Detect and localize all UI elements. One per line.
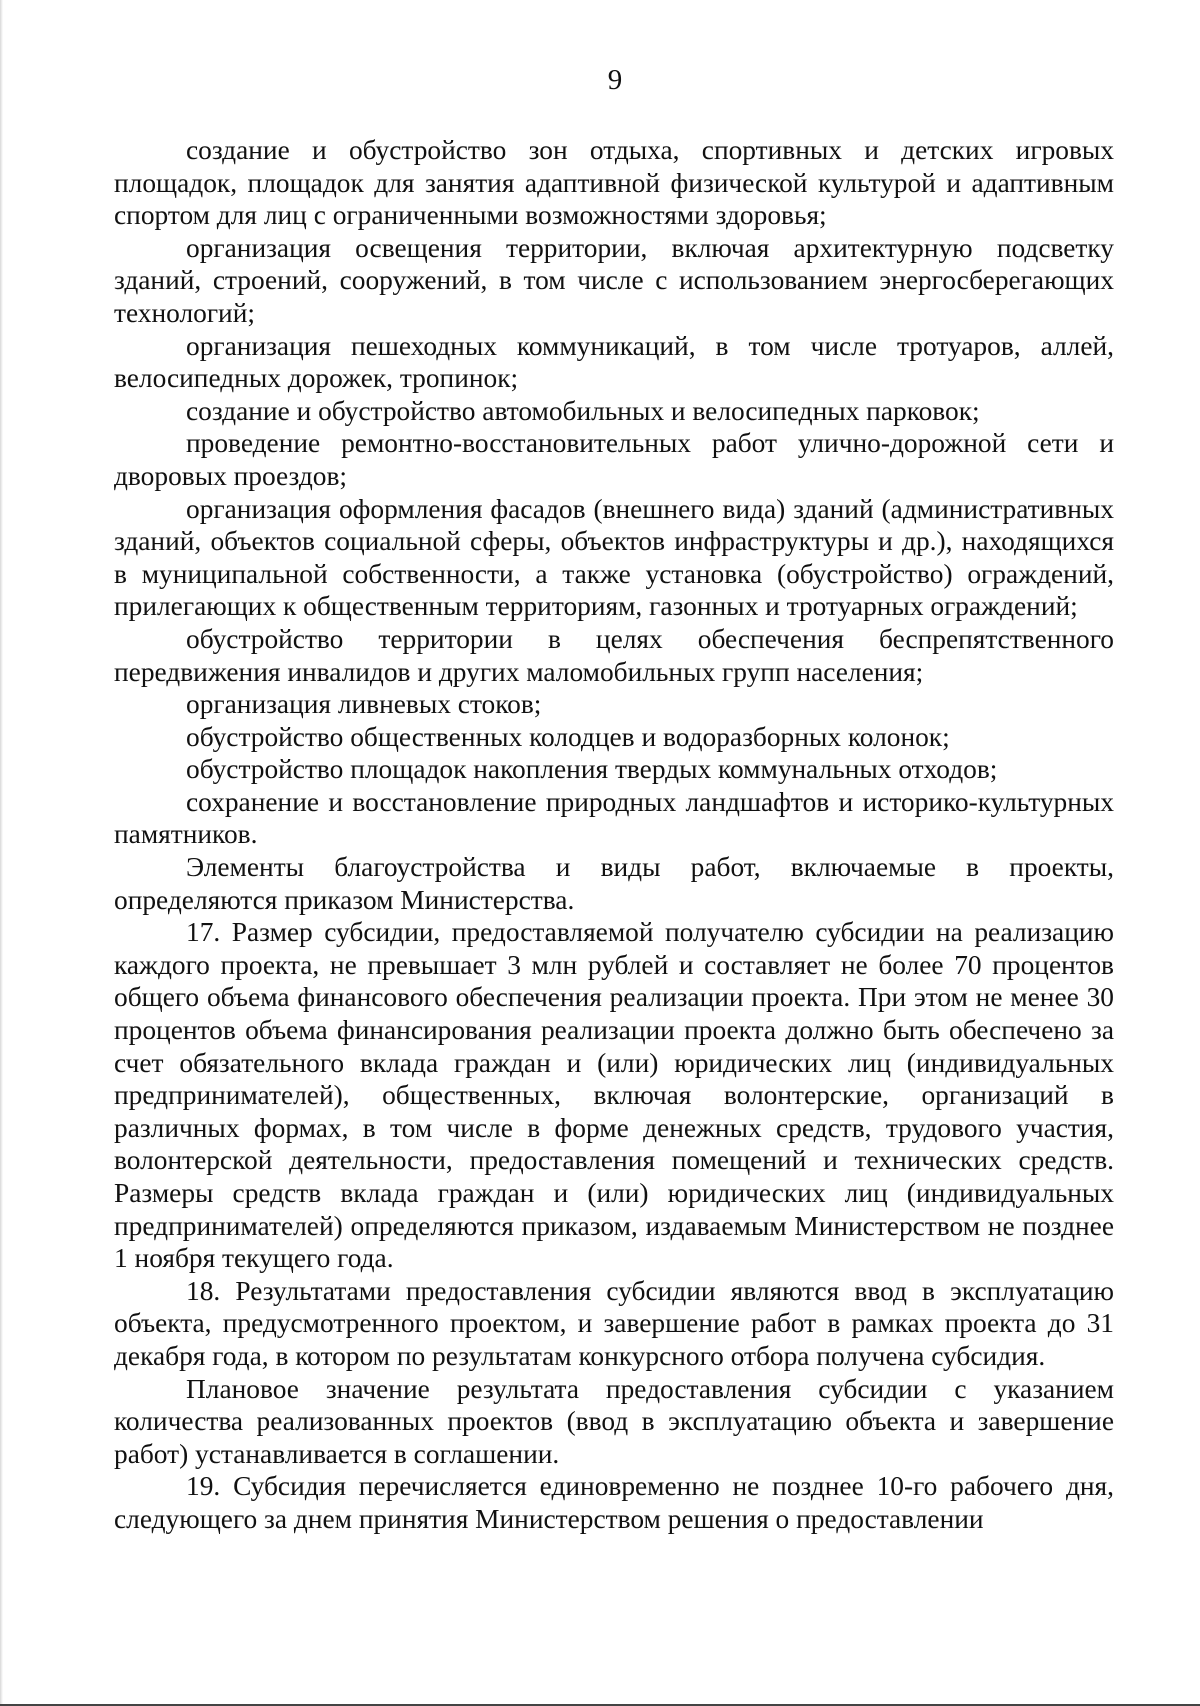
scan-edge-shadow <box>0 0 3 1706</box>
paragraph: проведение ремонтно-восстановительных работ улично-дорожной сети и дворовых проездов; <box>114 428 1114 491</box>
paragraph: организация освещения территории, включая архитектурную подсветку зданий, строений, сооружений, в том числе с использованием энергосберегающих технологий; <box>114 232 1114 328</box>
paragraph: сохранение и восстановление природных ландшафтов и историко-культурных памятников. <box>114 786 1114 850</box>
paragraph: 19. Субсидия перечисляется единовременно не позднее 10-го рабочего дня, следующего за днем принятия Министерством решения о предоставлении <box>114 1471 1114 1534</box>
page-number: 9 <box>607 64 623 96</box>
paragraph: организация оформления фасадов (внешнего вида) зданий (административных зданий, объектов социальной сферы, объектов инфраструктуры и др.), находящихся в муниципальной собственности, а также установка (обустройство) ограждений, прилегающих к общественным территориям, газонных и тротуарных ограждений; <box>114 493 1114 622</box>
paragraph: 18. Результатами предоставления субсидии являются ввод в эксплуатацию объекта, предусмотренного проектом, и завершение работ в рамках проекта до 31 декабря года, в котором по результатам конкурсного отбора получена субсидия. <box>114 1275 1114 1371</box>
paragraph: создание и обустройство автомобильных и велосипедных парковок; <box>186 395 980 426</box>
paragraph: обустройство территории в целях обеспечения беспрепятственного передвижения инвалидов и других маломобильных групп населения; <box>114 623 1114 687</box>
paragraph: создание и обустройство зон отдыха, спортивных и детских игровых площадок, площадок для занятия адаптивной физической культурой и адаптивным спортом для лиц с ограниченными возможностями здоровья; <box>114 135 1114 231</box>
paragraph: организация пешеходных коммуникаций, в том числе тротуаров, аллей, велосипедных дорожек, тропинок; <box>114 330 1114 394</box>
paragraph: организация ливневых стоков; <box>186 689 542 720</box>
paragraph: обустройство общественных колодцев и водоразборных колонок; <box>186 721 950 752</box>
document-body <box>114 134 1114 1536</box>
paragraph: обустройство площадок накопления твердых коммунальных отходов; <box>186 754 998 785</box>
paragraph: 17. Размер субсидии, предоставляемой получателю субсидии на реализацию каждого проекта, не превышает 3 млн рублей и составляет не более 70 процентов общего объема финансового обеспечения реализации проекта. При этом не менее 30 процентов объема финансирования реализации проекта должно быть обеспечено за счет обязательного вклада граждан и (или) юридических лиц (индивидуальных предпринимателей), общественных, включая волонтерские, организаций в различных формах, в том числе в форме денежных средств, трудового участия, волонтерской деятельности, предоставления помещений и технических средств. Размеры средств вклада граждан и (или) юридических лиц (индивидуальных предпринимателей) определяются приказом, издаваемым Министерством не позднее 1 ноября текущего года. <box>114 917 1114 1274</box>
paragraph: Элементы благоустройства и виды работ, включаемые в проекты, определяются приказом Министерства. <box>114 852 1114 915</box>
paragraph: Плановое значение результата предоставления субсидии с указанием количества реализованных проектов (ввод в эксплуатацию объекта и завершение работ) устанавливается в соглашении. <box>114 1373 1114 1469</box>
